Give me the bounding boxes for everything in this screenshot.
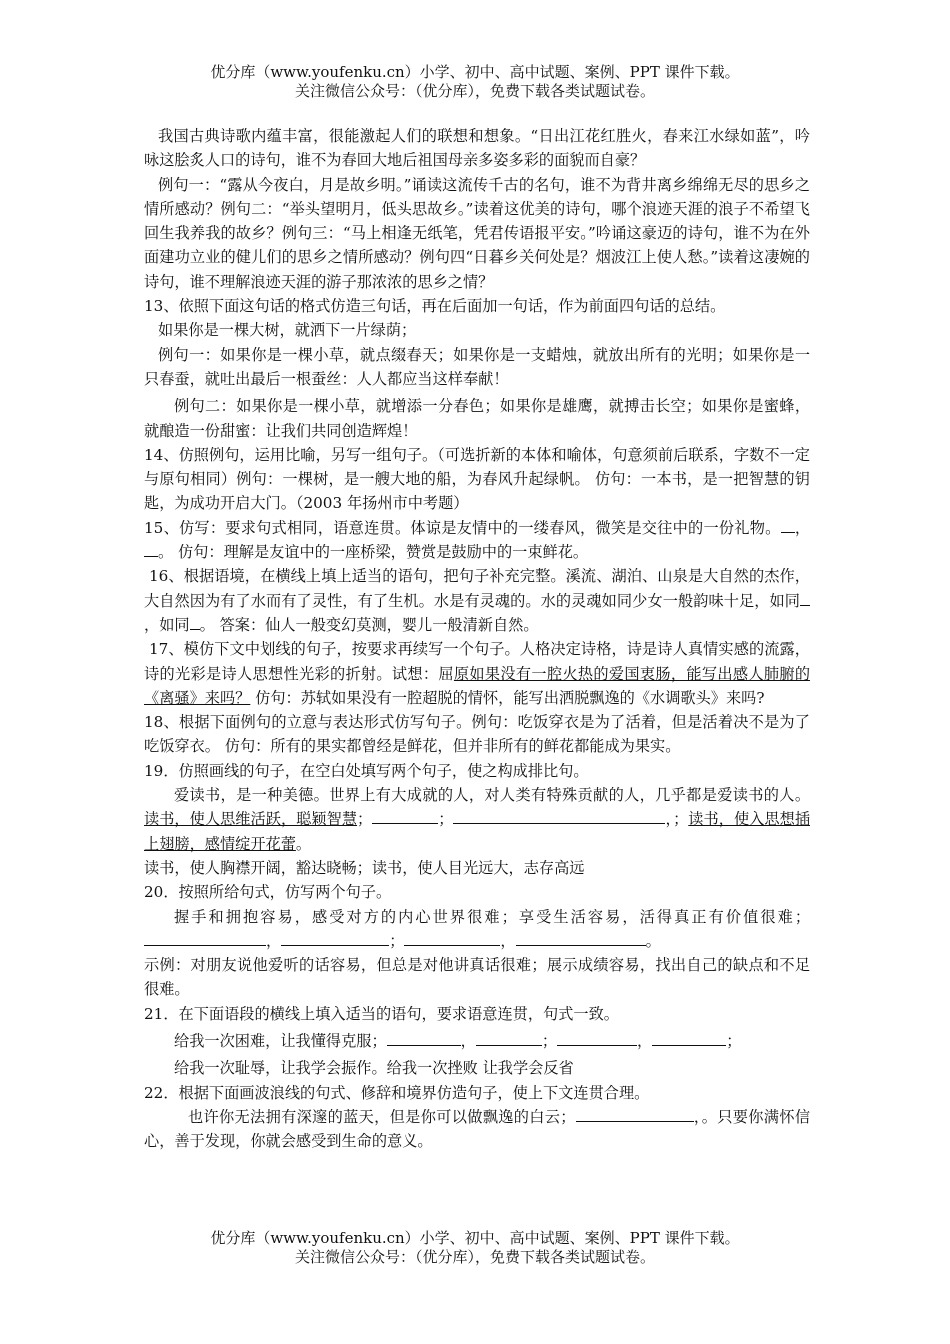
- document-body: [144, 124, 810, 1153]
- question-15: [144, 516, 810, 565]
- question-13-example-2: 例句二：如果你是一棵小草，就增添一分春色；如果你是雄鹰，就搏击长空；如果你是蜜蜂，就酿造一份甜蜜：让我们共同创造辉煌！: [144, 397, 810, 440]
- answer-blank[interactable]: [387, 1030, 461, 1046]
- punct: ，: [637, 1031, 653, 1050]
- question-20-lead: 握手和拥抱容易，感受对方的内心世界很难；享受生活容易，活得真正有价值很难；: [174, 907, 810, 926]
- punct: ；: [541, 1031, 557, 1050]
- answer-blank[interactable]: [190, 614, 200, 630]
- punct: ，: [460, 1031, 476, 1050]
- punct: ；: [389, 931, 405, 950]
- question-21-body: [144, 1029, 810, 1053]
- footer-line-1: 优分库（www.youfenku.cn）小学、初中、高中试题、案例、PPT 课件下载。: [210, 1229, 740, 1247]
- header-line-1: 优分库（www.youfenku.cn）小学、初中、高中试题、案例、PPT 课件下载。: [210, 63, 740, 81]
- question-13-example-1: 例句一：如果你是一棵小草，就点缀春天；如果你是一支蜡烛，就放出所有的光明；如果你是一只春蚕，就吐出最后一根蚕丝：人人都应当这样奉献！: [144, 345, 810, 388]
- answer-blank[interactable]: [557, 1030, 637, 1046]
- question-20-title: 20．按照所给句式，仿写两个句子。: [144, 883, 392, 902]
- page-footer: [0, 1229, 950, 1267]
- answer-blank[interactable]: [476, 1030, 542, 1046]
- answer-blank[interactable]: [144, 541, 158, 557]
- question-16-sep-2: 。: [199, 615, 215, 634]
- answer-blank[interactable]: [453, 808, 665, 824]
- punct: ；: [726, 1031, 742, 1050]
- question-19-underlined-1: 读书，使人思维活跃，聪颖智慧: [144, 810, 358, 829]
- question-15-text-a: 15、仿写：要求句式相同，语意连贯。体谅是友情中的一缕春风，微笑是交往中的一份礼物。: [144, 518, 781, 537]
- punct: ；: [438, 810, 454, 829]
- question-22-body: [144, 1105, 810, 1154]
- punct: 。: [295, 834, 312, 853]
- question-17-underlined-sentence: 原如果没有一腔火热的爱国衷肠，能写出感人肺腑的《离骚》来吗？: [144, 664, 811, 707]
- intro-paragraph-1: 我国古典诗歌内蕴丰富，很能激起人们的联想和想象。“日出江花红胜火，春来江水绿如蓝”，吟咏这脍炙人口的诗句，谁不为春回大地后祖国母亲多姿多彩的面貌而自豪？: [144, 127, 810, 170]
- question-15-text-b: 仿句：理解是友谊中的一座桥梁，赞赏是鼓励中的一束鲜花。: [173, 543, 589, 562]
- punct: 。: [645, 931, 661, 950]
- punct: ，: [500, 931, 516, 950]
- punct: ，: [693, 1107, 702, 1126]
- answer-blank[interactable]: [281, 930, 389, 946]
- question-21-answer: 给我一次耻辱，让我学会振作。给我一次挫败 让我学会反省: [174, 1059, 574, 1078]
- question-16-answer: 答案：仙人一般变幻莫测，婴儿一般清新自然。: [219, 615, 539, 634]
- question-22-title: 22．根据下面画波浪线的句式、修辞和境界仿造句子，使上下文连贯合理。: [144, 1083, 650, 1102]
- question-13-prompt: 如果你是一棵大树，就洒下一片绿荫；: [158, 321, 417, 340]
- punct: ；: [673, 810, 689, 829]
- question-16: [144, 564, 810, 637]
- question-19-underlined-2: 读书，使入思想插上翅膀，感情绽开花蕾: [144, 810, 811, 853]
- page-header: [0, 63, 950, 101]
- punct: ，: [665, 810, 674, 829]
- question-17: [144, 637, 810, 710]
- question-22-tail: 。只要你满怀信心，善于发现，你就会感受到生命的意义。: [144, 1107, 811, 1151]
- answer-blank[interactable]: [652, 1030, 726, 1046]
- footer-line-2: 关注微信公众号：（优分库），免费下载各类试题试卷。: [294, 1248, 655, 1266]
- header-line-2: 关注微信公众号：（优分库），免费下载各类试题试卷。: [294, 82, 655, 100]
- question-20-body: [144, 905, 810, 954]
- punct: ，: [266, 931, 282, 950]
- punct: ；: [357, 810, 373, 829]
- answer-blank[interactable]: [516, 930, 646, 946]
- answer-blank[interactable]: [576, 1106, 694, 1122]
- question-21-title: 21．在下面语段的横线上填入适当的语句，要求语意连贯，句式一致。: [144, 1004, 619, 1023]
- question-16-sep-1: ，如同: [144, 615, 190, 634]
- question-15-sep-2: 。: [158, 543, 174, 562]
- question-22-lead: 也许你无法拥有深邃的蓝天，但是你可以做飘逸的白云；: [188, 1107, 576, 1126]
- question-19-answer: 读书，使人胸襟开阔，豁达晓畅；读书，使人目光远大，志存高远: [144, 858, 585, 877]
- question-19-body: [144, 783, 810, 856]
- answer-blank[interactable]: [781, 517, 795, 533]
- answer-blank[interactable]: [144, 930, 266, 946]
- answer-blank[interactable]: [372, 808, 438, 824]
- intro-paragraph-2: 例句一：“露从今夜白，月是故乡明。”诵读这流传千古的名句，谁不为背井离乡绵绵无尽的思乡之情所感动？例句二：“举头望明月，低头思故乡。”读着这优美的诗句，哪个浪迹天涯的浪子不希望飞回生我养我的故乡？例句三：“马上相逢无纸笔，凭君传语报平安。”吟诵这豪迈的诗句，谁不为在外面建功立业的健儿们的思乡之情所感动？例句四“日暮乡关何处是？烟波江上使人愁。”读着这凄婉的诗句，谁不理解浪迹天涯的游子那浓浓的思乡之情？: [144, 175, 810, 291]
- question-17-text-a: 17、模仿下文中划线的句子，按要求再续写一个句子。人格决定诗格，诗是诗人真情实感的流露，诗的光彩是诗人思想性光彩的折射。试想：屈: [144, 640, 810, 683]
- question-16-text-a: 16、根据语境，在横线上填上适当的语句，把句子补充完整。溪流、湖泊、山泉是大自然的杰作，大自然因为有了水而有了灵性，有了生机。水是有灵魂的。水的灵魂如同少女一般韵味十足，如同: [144, 567, 810, 610]
- question-17-text-b: 仿句：苏轼如果没有一腔超脱的情怀，能写出洒脱飘逸的《水调歌头》来吗?: [250, 688, 765, 707]
- question-20-example: 示例：对朋友说他爱听的话容易，但总是对他讲真话很难；展示成绩容易，找出自己的缺点和不足很难。: [144, 956, 810, 999]
- question-21-lead: 给我一次困难，让我懂得克服；: [174, 1031, 387, 1050]
- question-13-title: 13、依照下面这句话的格式仿造三句话，再在后面加一句话，作为前面四句话的总结。: [144, 297, 726, 316]
- question-19-lead: 爱读书，是一种美德。世界上有大成就的人，对人类有特殊贡献的人，几乎都是爱读书的人。: [174, 786, 810, 805]
- answer-blank[interactable]: [800, 590, 810, 606]
- question-15-sep-1: ，: [794, 518, 811, 537]
- question-19-title: 19．仿照画线的句子，在空白处填写两个句子，使之构成排比句。: [144, 761, 589, 780]
- question-18: 18、根据下面例句的立意与表达形式仿写句子。例句：吃饭穿衣是为了活着，但是活着决不是为了吃饭穿衣。 仿句：所有的果实都曾经是鲜花，但并非所有的鲜花都能成为果实。: [144, 713, 810, 756]
- question-14: 14、仿照例句，运用比喻，另写一组句子。（可选折新的本体和喻体，句意须前后联系，字数不一定与原句相同）例句：一棵树，是一艘大地的船，为春风升起绿帆。 仿句：一本书，是一把智慧的钥匙，为成功开启大门。（2003 年扬州市中考题）: [144, 445, 810, 513]
- answer-blank[interactable]: [404, 930, 500, 946]
